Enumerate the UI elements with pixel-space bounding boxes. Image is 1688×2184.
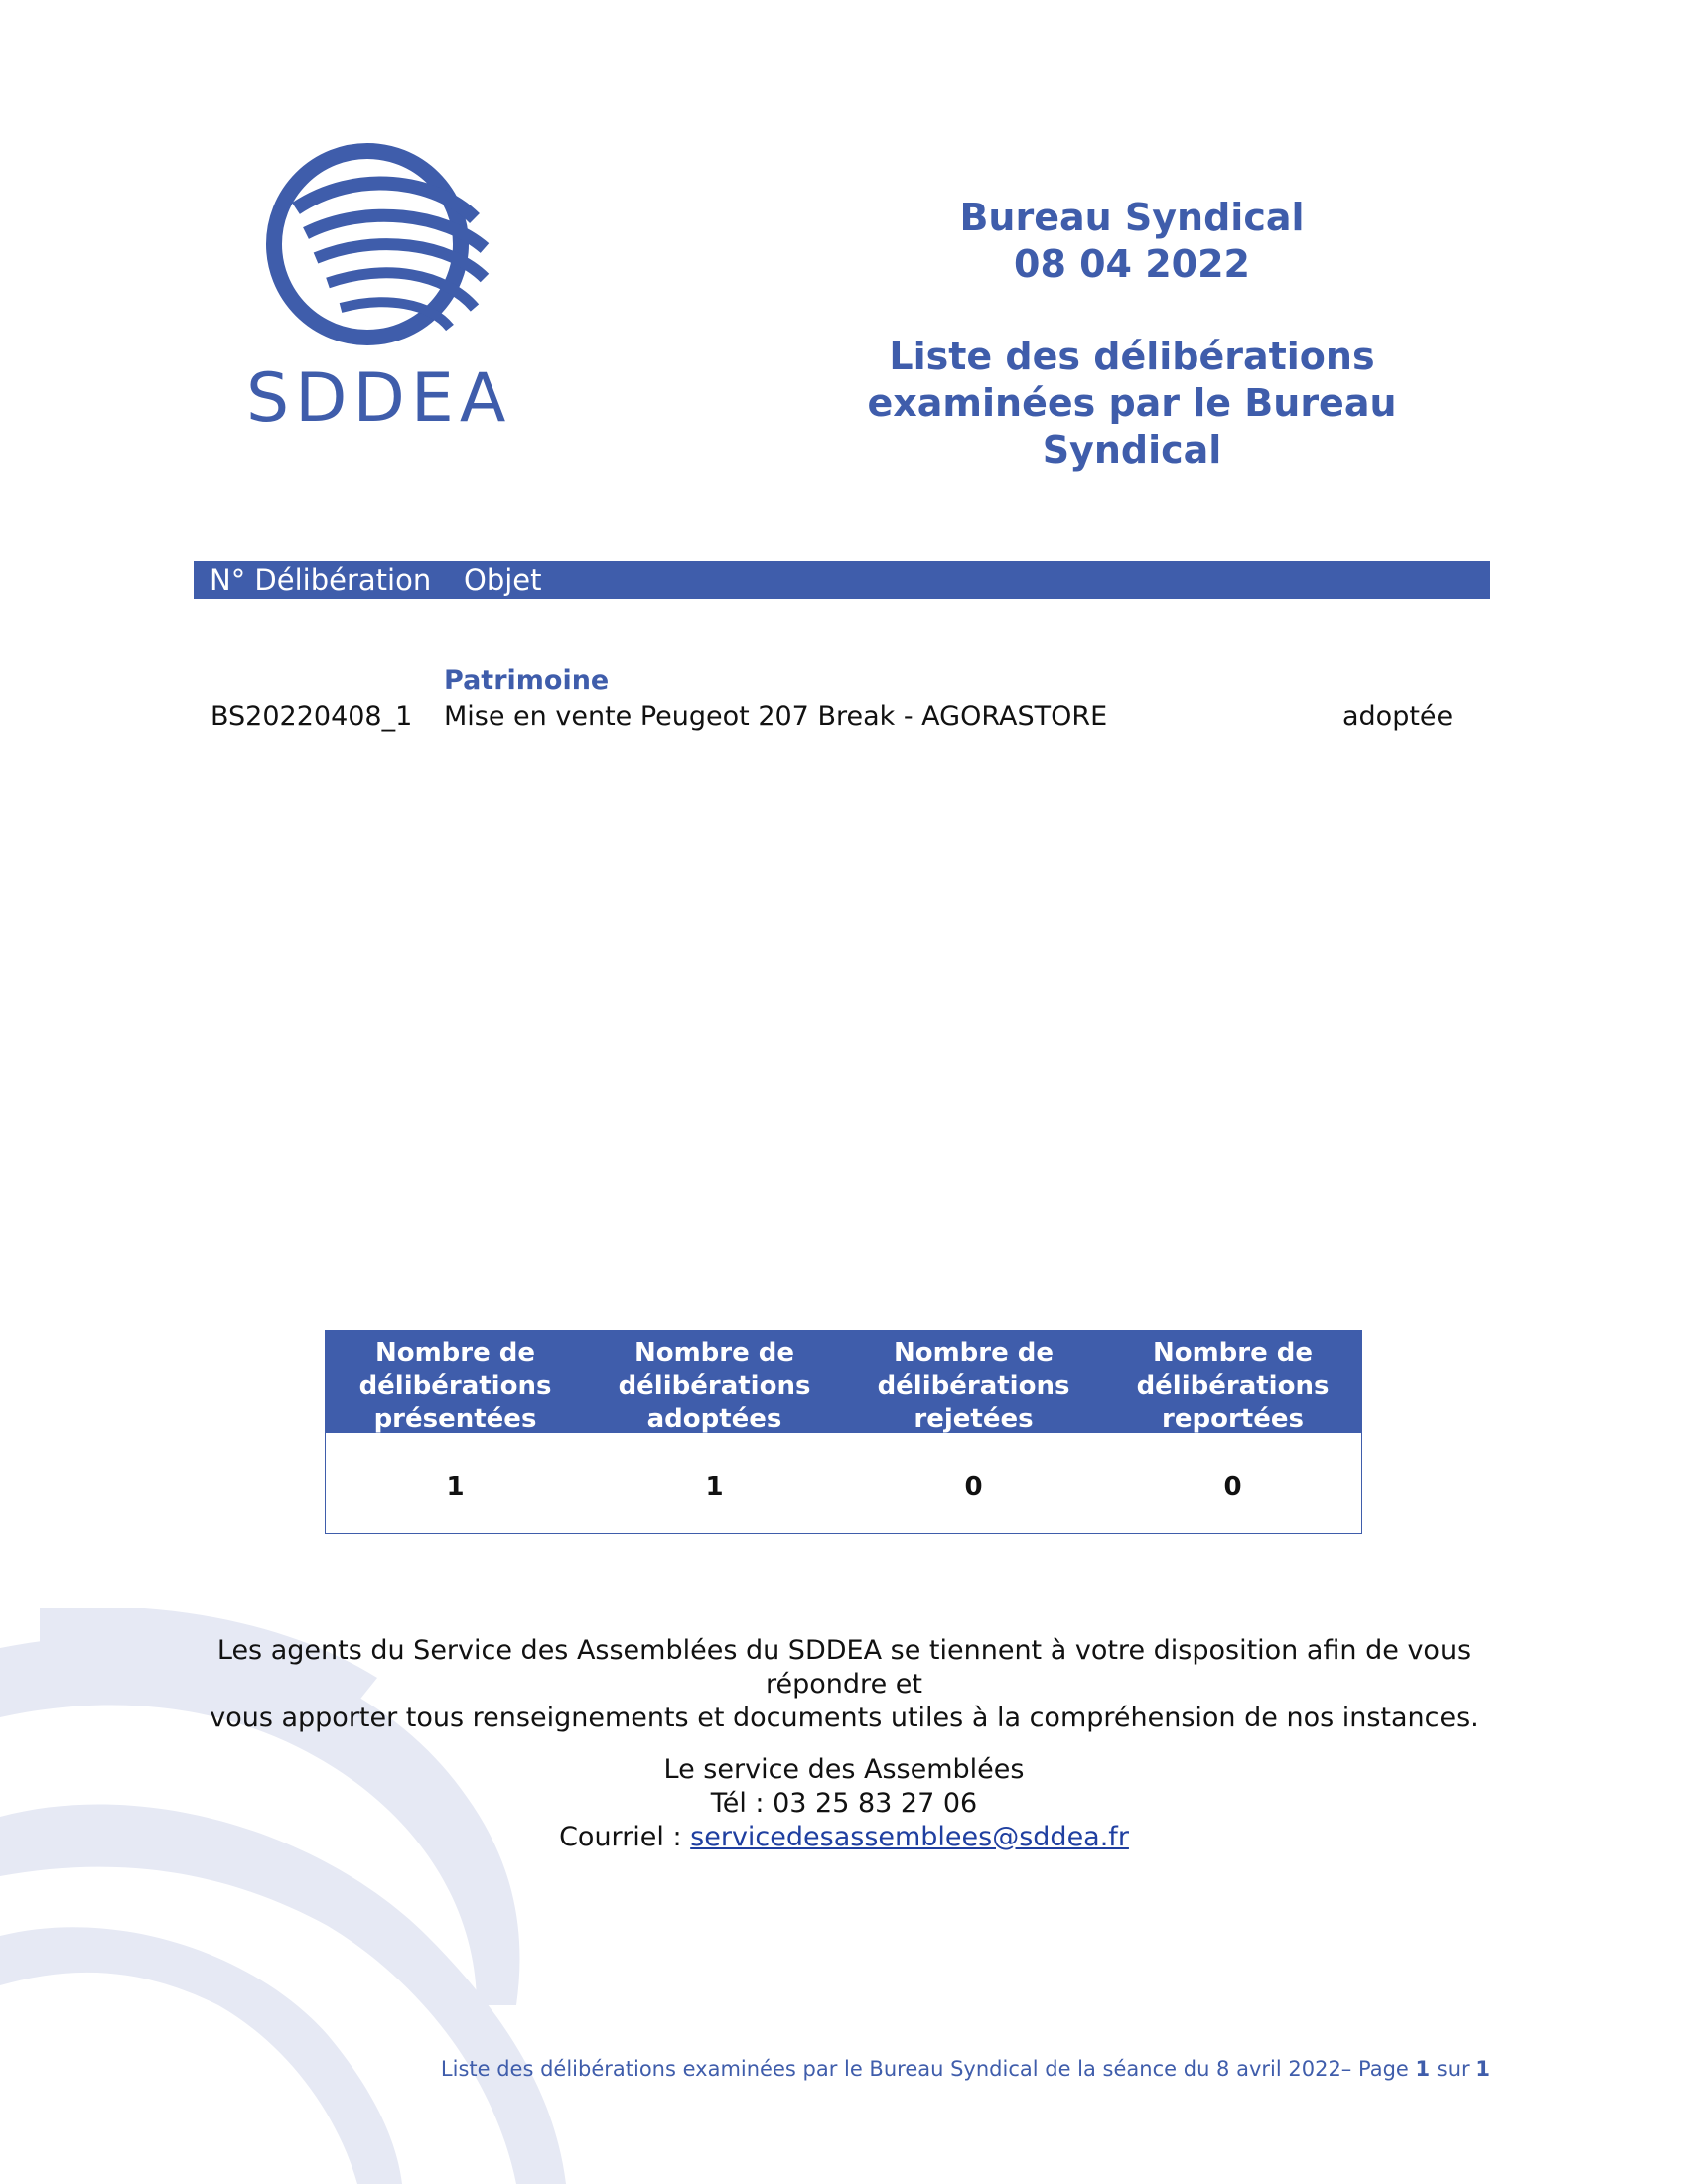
stat-header-line: Nombre de [1152,1338,1314,1368]
email-link[interactable]: servicedesassemblees@sddea.fr [690,1822,1129,1852]
header-col-number: N° Délibération [210,563,432,597]
service-phone: Tél : 03 25 83 27 06 [710,1788,978,1819]
page-footer [397,2057,1490,2081]
info-paragraph-line-1: Les agents du Service des Assemblées du SDDEA se tiennent à votre disposition afin de vous répondre et [216,1635,1472,1700]
page-number: 1 [1415,2057,1431,2081]
deliberation-table-header [194,561,1490,599]
stat-header-adopted [585,1337,844,1435]
email-label: Courriel : [559,1822,691,1852]
deliberation-object: Mise en vente Peugeot 207 Break - AGORASTORE [444,701,1108,732]
contact-block [447,1753,1241,1854]
header-col-object: Objet [464,563,542,597]
info-paragraph [194,1634,1494,1735]
deliberation-category: Patrimoine [444,665,610,696]
stat-value-adopted: 1 [705,1472,724,1502]
stat-header-line: Nombre de [374,1338,536,1368]
stat-header-postponed [1103,1337,1362,1435]
subtitle-line-2: examinées par le Bureau Syndical [867,381,1397,472]
stat-header-line: délibérations [358,1371,552,1401]
page-footer-sur: sur [1430,2057,1477,2081]
stat-header-line: adoptées [646,1404,782,1433]
stat-header-line: délibérations [877,1371,1070,1401]
service-email-line [447,1821,1241,1854]
page-title [774,195,1489,288]
stat-header-line: rejetées [914,1404,1034,1433]
sddea-logo-wordmark: SDDEA [246,359,512,438]
title-line-2: 08 04 2022 [1014,242,1250,286]
stat-value-rejected: 0 [964,1472,983,1502]
subtitle-line-1: Liste des délibérations [889,335,1375,378]
stats-table-header [326,1331,1361,1433]
stat-header-presented [326,1337,585,1435]
service-name: Le service des Assemblées [663,1754,1025,1785]
page-total: 1 [1476,2057,1490,2081]
page-subtitle [774,334,1489,474]
stat-header-line: délibérations [1136,1371,1330,1401]
page-footer-text: Liste des délibérations examinées par le Bureau Syndical de la séance du 8 avril 2022– Page [440,2057,1416,2081]
stat-header-line: présentées [373,1404,537,1433]
stats-table [325,1330,1362,1534]
deliberation-number: BS20220408_1 [211,701,413,732]
stat-header-line: délibérations [618,1371,811,1401]
stat-value-presented: 1 [446,1472,465,1502]
stat-header-line: Nombre de [893,1338,1055,1368]
title-line-1: Bureau Syndical [959,196,1305,239]
stat-header-rejected [844,1337,1103,1435]
stat-value-postponed: 0 [1223,1472,1242,1502]
info-paragraph-line-2: vous apporter tous renseignements et documents utiles à la compréhension de nos instances. [210,1703,1478,1733]
deliberation-status: adoptée [1342,701,1454,732]
stat-header-line: reportées [1162,1404,1304,1433]
stat-header-line: Nombre de [633,1338,795,1368]
